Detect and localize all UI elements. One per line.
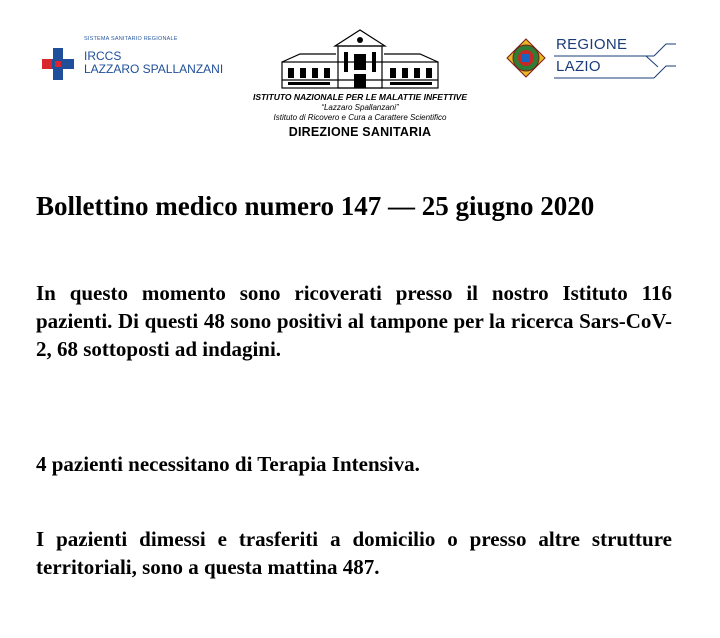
paragraph-admissions: In questo momento sono ricoverati presso il nostro Istituto 116 pazienti. Di questi 48 sono positivi al tampone per la ricerca Sars-CoV-2, 68 sottoposti ad indagini. (36, 281, 672, 361)
institute-name: ISTITUTO NAZIONALE PER LE MALATTIE INFETTIVE (252, 92, 468, 102)
irccs-spallanzani-logo (42, 36, 242, 86)
institute-subtitle: Istituto di Ricovero e Cura a Carattere Scientifico (273, 113, 447, 122)
regione-line1: REGIONE (556, 36, 628, 53)
medical-cross-icon (42, 48, 74, 80)
paragraph-discharges: I pazienti dimessi e trasferiti a domicilio o presso altre strutture territoriali, sono a questa mattina 487. (36, 527, 672, 579)
department-name: DIREZIONE SANITARIA (288, 125, 432, 139)
bulletin-title: Bollettino medico numero 147 — 25 giugno 2020 (36, 191, 595, 221)
logo-caption: SISTEMA SANITARIO REGIONALE (84, 36, 178, 42)
irccs-name (84, 50, 223, 76)
institute-eponym: “Lazzaro Spallanzani” (321, 103, 399, 112)
lazio-crest-icon (506, 38, 546, 78)
irccs-line1: IRCCS (84, 49, 122, 63)
regione-lazio-logo (506, 36, 676, 84)
institute-header (240, 24, 480, 154)
paragraph-intensive-care: 4 pazienti necessitano di Terapia Intensiva. (36, 452, 420, 476)
irccs-line2: LAZZARO SPALLANZANI (84, 62, 224, 76)
regione-line2: LAZIO (556, 58, 601, 75)
regione-text (556, 36, 627, 76)
building-icon (280, 24, 440, 90)
